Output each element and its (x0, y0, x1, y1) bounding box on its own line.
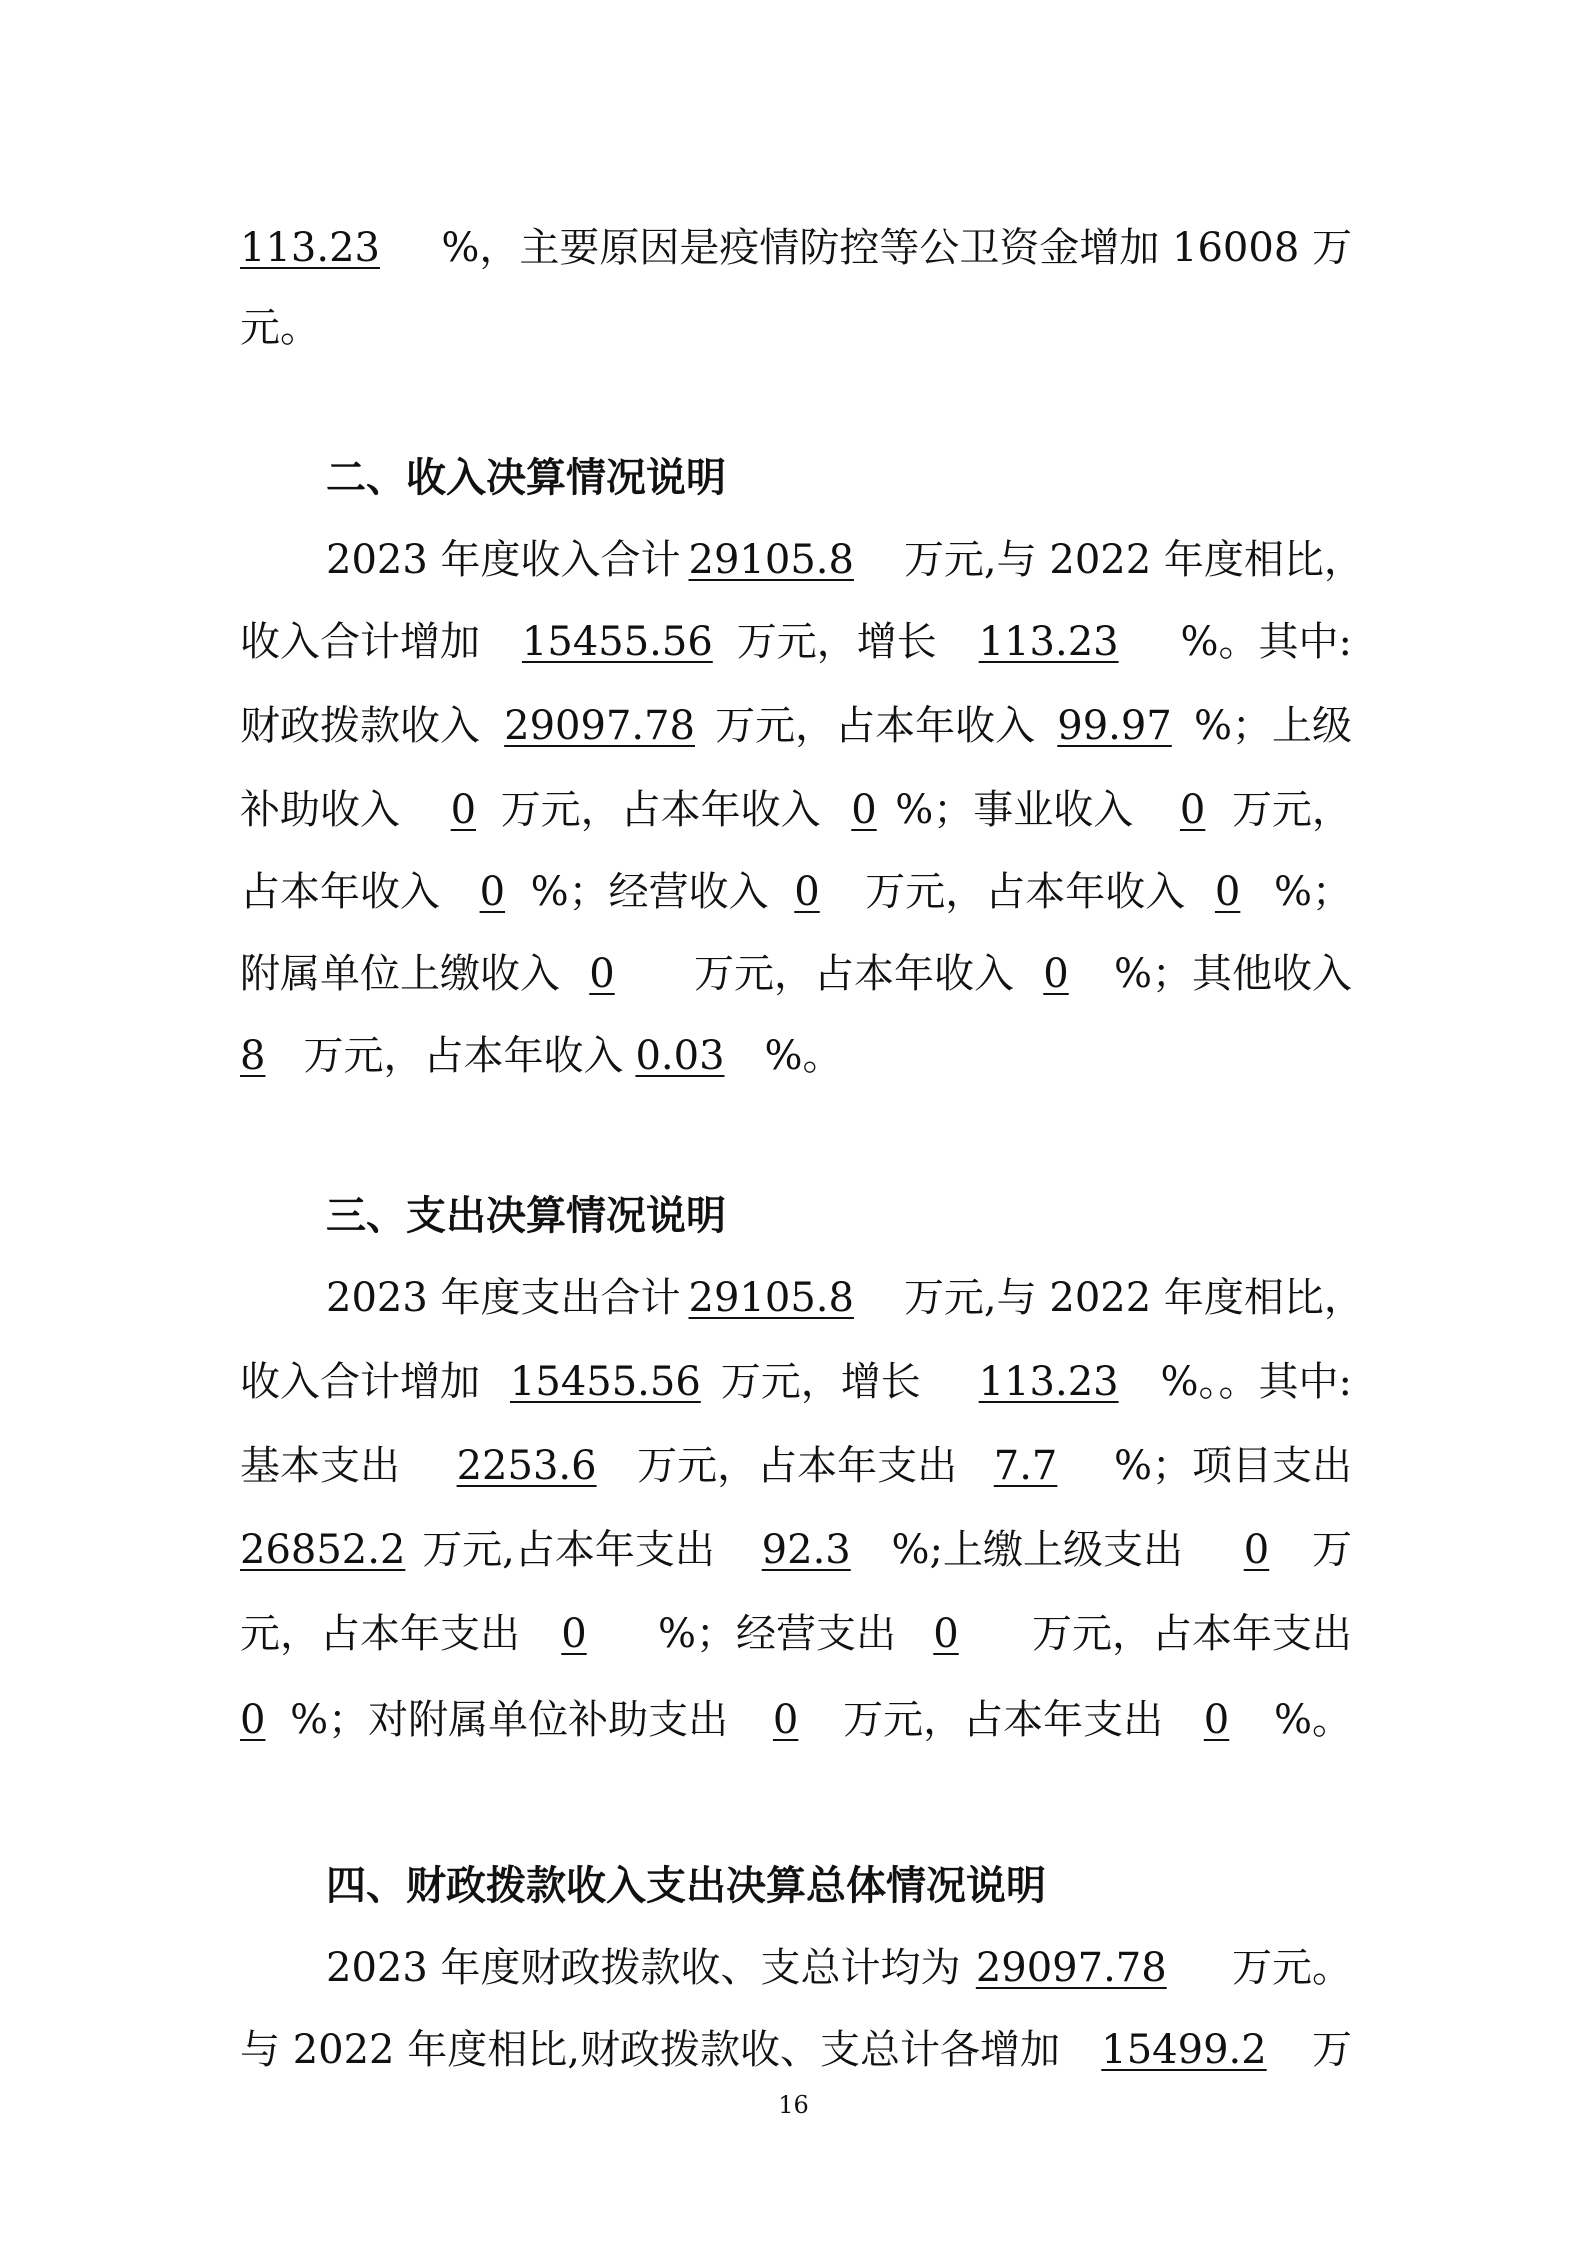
underlined-value: 29105.8 (688, 537, 854, 583)
underlined-value: 0 (933, 1611, 959, 1657)
paragraph-line (240, 1352, 1352, 1412)
underlined-value: 7.7 (993, 1443, 1058, 1489)
text-segment: 万元， (1231, 787, 1352, 833)
underlined-value: 15455.56 (509, 1359, 701, 1405)
underlined-value: 0 (1243, 1527, 1270, 1573)
text-segment: 收入合计增加 (240, 619, 480, 665)
text-segment: 与 2022 年度相比,财政拨款收、支总计各增加 (240, 2027, 1060, 2073)
text-segment: 基本支出 (240, 1443, 400, 1489)
text-segment: 万元，占本年收入 (693, 951, 1014, 997)
text-segment: 万元，占本年收入 (715, 703, 1036, 749)
text-segment: %； (1273, 869, 1352, 915)
paragraph-line (240, 1026, 1352, 1086)
underlined-value: 0 (450, 787, 477, 833)
paragraph-line (240, 218, 1352, 278)
text-segment: 元。 (240, 305, 320, 351)
underlined-value: 29097.78 (975, 1945, 1167, 1991)
text-segment: %；其他收入 (1113, 951, 1352, 997)
underlined-value: 0 (479, 869, 506, 915)
text-segment: 万元，占本年收入 (500, 787, 821, 833)
text-segment: 附属单位上缴收入 (240, 951, 560, 997)
underlined-value: 0 (1043, 951, 1069, 997)
text-segment: 万元，增长 (720, 1359, 921, 1405)
underlined-value: 113.23 (978, 619, 1119, 665)
underlined-value: 0 (1203, 1697, 1230, 1743)
text-segment: %。 (1273, 1697, 1352, 1743)
page-number: 16 (778, 2091, 809, 2119)
underlined-value: 0 (772, 1697, 799, 1743)
text-segment: %，主要原因是疫情防控等公卫资金增加 16008 万 (441, 225, 1352, 271)
paragraph-line (240, 1604, 1352, 1664)
underlined-value: 0 (589, 951, 615, 997)
text-segment: %；事业收入 (895, 787, 1134, 833)
text-segment: 财政拨款收入 (240, 703, 480, 749)
underlined-value: 2253.6 (456, 1443, 597, 1489)
paragraph-line (240, 1520, 1352, 1580)
underlined-value: 113.23 (240, 225, 380, 271)
underlined-value: 113.23 (978, 1359, 1119, 1405)
underlined-value: 0 (794, 869, 820, 915)
underlined-value: 0 (1179, 787, 1206, 833)
underlined-value: 8 (240, 1033, 266, 1079)
text-segment: %；经营收入 (530, 869, 769, 915)
underlined-value: 0 (1214, 869, 1241, 915)
underlined-value: 15499.2 (1101, 2027, 1267, 2073)
underlined-value: 15455.56 (521, 619, 713, 665)
text-segment: 2023 年度支出合计 (326, 1275, 681, 1321)
paragraph-line (240, 1690, 1352, 1750)
paragraph-line (326, 1938, 1352, 1998)
text-segment: 万元。 (1232, 1945, 1352, 1991)
text-segment: 万元,与 2022 年度相比， (903, 1275, 1364, 1321)
text-segment: 万元，占本年支出 (843, 1697, 1164, 1743)
paragraph-line (326, 530, 1364, 590)
text-segment: 万 (1311, 1527, 1352, 1573)
text-segment: 万元，占本年支出 (637, 1443, 958, 1489)
underlined-value: 26852.2 (240, 1527, 406, 1573)
underlined-value: 99.97 (1057, 703, 1172, 749)
text-segment: %。。其中: (1160, 1359, 1352, 1405)
text-segment: 2023 年度收入合计 (326, 537, 681, 583)
paragraph-line (240, 2020, 1352, 2080)
paragraph-line (240, 1436, 1352, 1496)
text-segment: %。其中: (1180, 619, 1352, 665)
paragraph-line (240, 298, 1352, 358)
text-segment: 占本年收入 (240, 869, 440, 915)
text-segment: %。 (764, 1033, 843, 1079)
text-segment: 万 (1312, 2027, 1352, 2073)
text-segment: 万元，占本年收入 (303, 1033, 624, 1079)
text-segment: %；对附属单位补助支出 (290, 1697, 729, 1743)
section-heading-fiscal: 四、财政拨款收入支出决算总体情况说明 (326, 1863, 1046, 1909)
underlined-value: 29097.78 (504, 703, 695, 749)
text-segment: 元，占本年支出 (240, 1611, 520, 1657)
paragraph-line (240, 862, 1352, 922)
paragraph-line (326, 1268, 1364, 1328)
text-segment: 补助收入 (240, 787, 400, 833)
text-segment: 2023 年度财政拨款收、支总计均为 (326, 1945, 961, 1991)
underlined-value: 0 (561, 1611, 587, 1657)
text-segment: 万元,与 2022 年度相比， (903, 537, 1364, 583)
paragraph-line (240, 944, 1352, 1004)
text-segment: 万元，占本年收入 (865, 869, 1186, 915)
section-heading-income: 二、收入决算情况说明 (326, 455, 726, 501)
section-heading-expenditure: 三、支出决算情况说明 (326, 1193, 726, 1239)
underlined-value: 0 (851, 787, 877, 833)
underlined-value: 0.03 (635, 1033, 725, 1079)
paragraph-line (240, 780, 1352, 840)
underlined-value: 92.3 (761, 1527, 851, 1573)
text-segment: 万元，增长 (736, 619, 937, 665)
text-segment: 万元,占本年支出 (422, 1527, 715, 1573)
paragraph-line (240, 696, 1352, 756)
underlined-value: 0 (240, 1697, 266, 1743)
text-segment: %；上级 (1193, 703, 1352, 749)
text-segment: %；经营支出 (657, 1611, 896, 1657)
underlined-value: 29105.8 (688, 1275, 854, 1321)
text-segment: %；项目支出 (1113, 1443, 1352, 1489)
text-segment: 万元，占本年支出 (1031, 1611, 1352, 1657)
text-segment: 收入合计增加 (240, 1359, 480, 1405)
paragraph-line (240, 612, 1352, 672)
text-segment: %;上缴上级支出 (891, 1527, 1183, 1573)
